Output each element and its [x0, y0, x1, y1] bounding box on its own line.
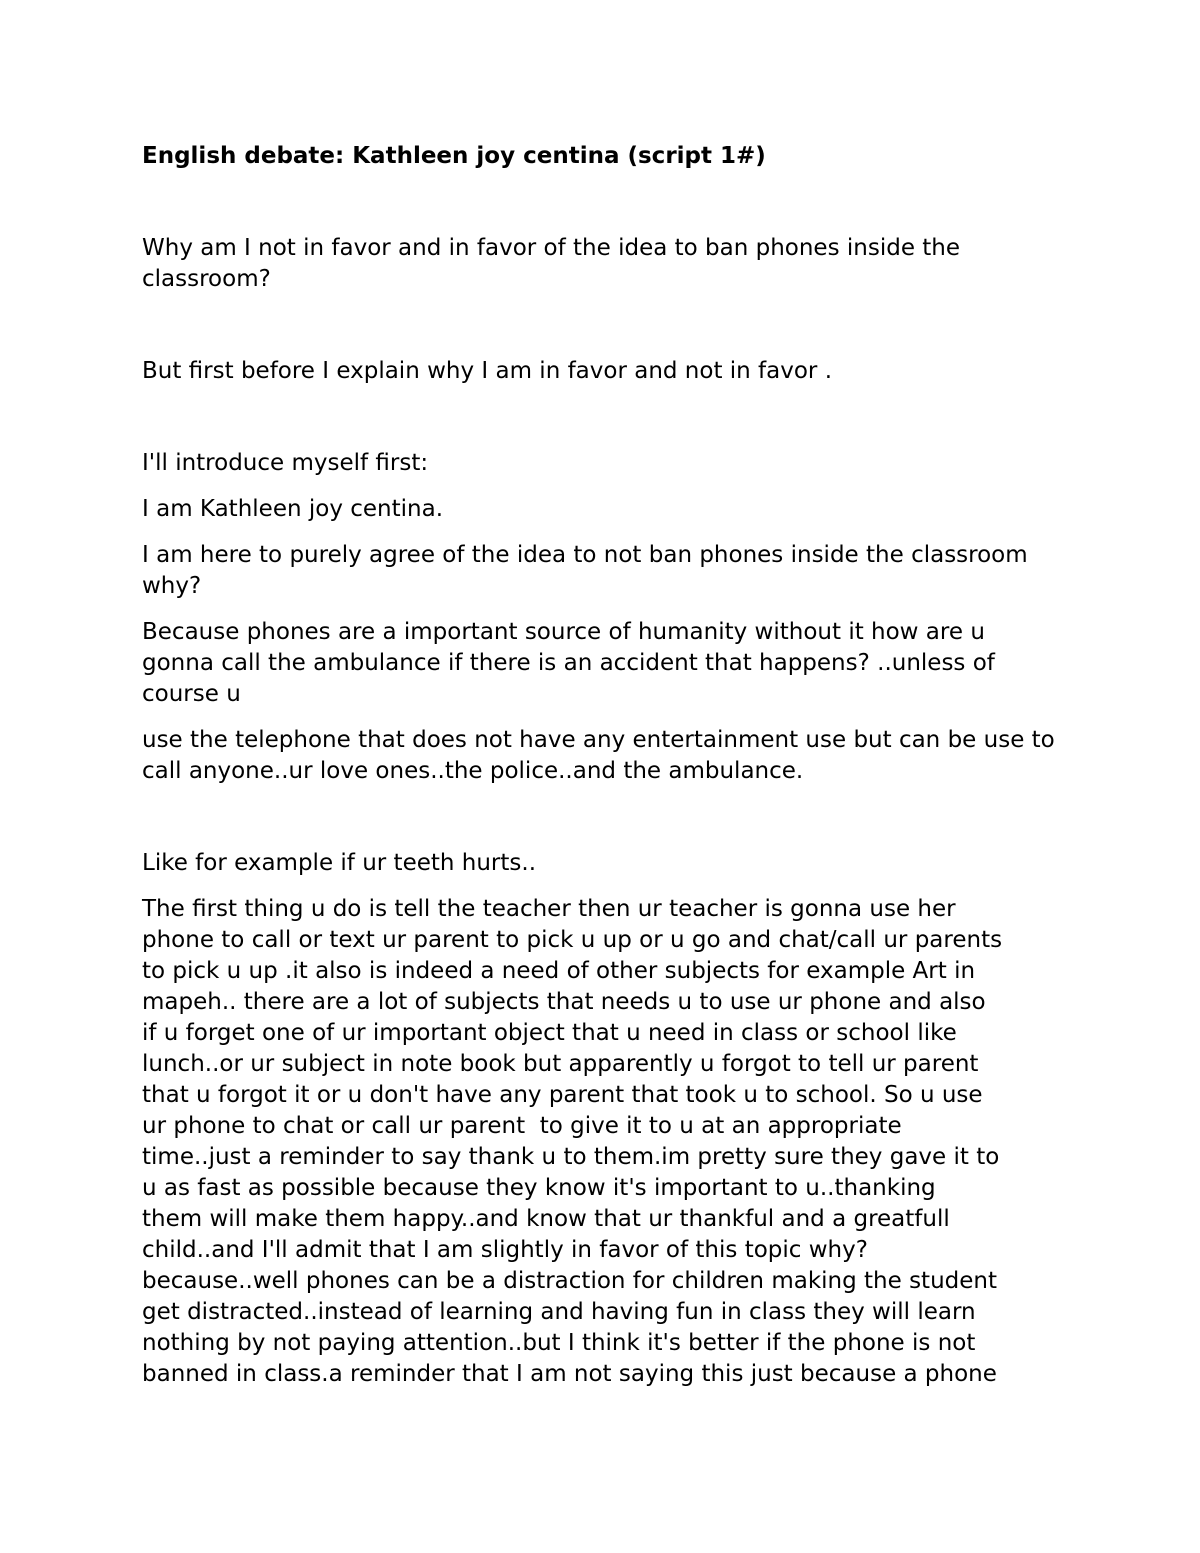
paragraph-line: time..just a reminder to say thank u to them.im pretty sure they gave it to: [142, 1144, 1000, 1170]
paragraph-line: phone to call or text ur parent to pick u up or u go and chat/call ur parents: [142, 927, 1003, 953]
paragraph-agree: I am here to purely agree of the idea to not ban phones inside the classroom why?: [142, 542, 1028, 599]
paragraph-line: child..and I'll admit that I am slightly in favor of this topic why?: [142, 1237, 868, 1263]
paragraph-but-first: But first before I explain why I am in favor and not in favor .: [142, 358, 833, 384]
paragraph-question: Why am I not in favor and in favor of the idea to ban phones inside the classroom?: [142, 235, 961, 292]
paragraph-line: ur phone to chat or call ur parent to give it to u at an appropriate: [142, 1113, 902, 1139]
paragraph-because: Because phones are a important source of humanity without it how are u gonna call the ambulance if there is an accident that happens? ..unless of course u: [142, 619, 995, 707]
document-body: [142, 141, 1062, 1390]
paragraph-line: to pick u up .it also is indeed a need of other subjects for example Art in: [142, 958, 976, 984]
paragraph-line: get distracted..instead of learning and having fun in class they will learn: [142, 1299, 976, 1325]
paragraph-line: nothing by not paying attention..but I think it's better if the phone is not: [142, 1330, 976, 1356]
paragraph-line: The first thing u do is tell the teacher then ur teacher is gonna use her: [142, 896, 956, 922]
paragraph-line: banned in class.a reminder that I am not saying this just because a phone: [142, 1361, 997, 1387]
paragraph-line: u as fast as possible because they know it's important to u..thanking: [142, 1175, 936, 1201]
paragraph-line: them will make them happy..and know that ur thankful and a greatfull: [142, 1206, 950, 1232]
paragraph-introduce: I'll introduce myself first:: [142, 450, 429, 476]
paragraph-line: that u forgot it or u don't have any parent that took u to school. So u use: [142, 1082, 983, 1108]
document-title: English debate: Kathleen joy centina (script 1#): [142, 143, 766, 169]
paragraph-line: lunch..or ur subject in note book but apparently u forgot to tell ur parent: [142, 1051, 979, 1077]
paragraph-name: I am Kathleen joy centina.: [142, 496, 443, 522]
paragraph-line: mapeh.. there are a lot of subjects that needs u to use ur phone and also: [142, 989, 986, 1015]
paragraph-line: if u forget one of ur important object that u need in class or school like: [142, 1020, 957, 1046]
paragraph-telephone: use the telephone that does not have any entertainment use but can be use to call anyone..ur love ones..the police..and the ambulance.: [142, 727, 1055, 784]
paragraph-line: because..well phones can be a distraction for children making the student: [142, 1268, 997, 1294]
paragraph-example: Like for example if ur teeth hurts..: [142, 850, 537, 876]
paragraph-long: [142, 894, 1062, 1390]
